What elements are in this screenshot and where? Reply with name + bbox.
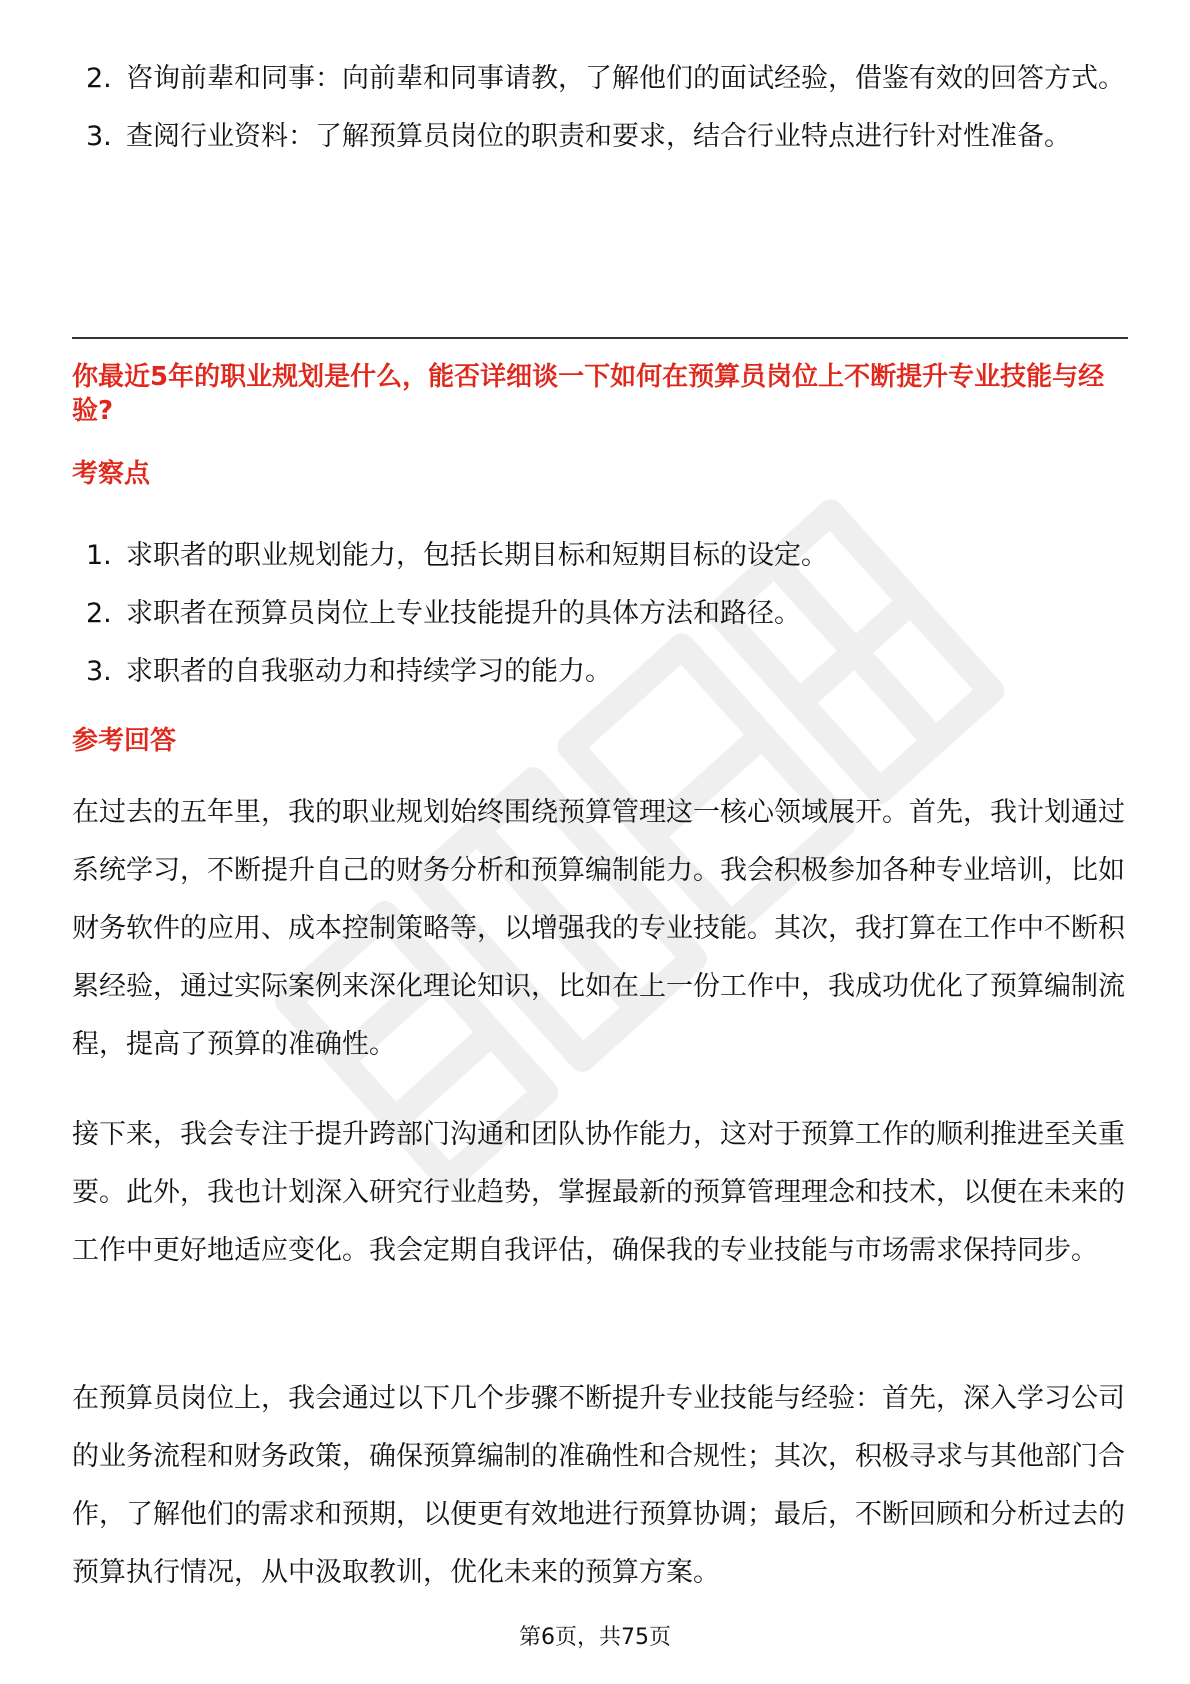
list-item [72, 527, 1132, 585]
list-item-text: 求职者在预算员岗位上专业技能提升的具体方法和路径。 [126, 598, 801, 629]
list-item [72, 585, 1132, 643]
answer-paragraph: 在过去的五年里，我的职业规划始终围绕预算管理这一核心领域展开。首先，我计划通过系统学习，不断提升自己的财务分析和预算编制能力。我会积极参加各种专业培训，比如财务软件的应用、成本控制策略等，以增强我的专业技能。其次，我打算在工作中不断积累经验，通过实际案例来深化理论知识，比如在上一份工作中，我成功优化了预算编制流程，提高了预算的准确性。 [72, 797, 1125, 1060]
list-item [72, 108, 1132, 166]
list-item-number: 3. [86, 656, 112, 687]
question-heading: 你最近5年的职业规划是什么，能否详细谈一下如何在预算员岗位上不断提升专业技能与经验? [72, 362, 1105, 426]
section-divider [72, 337, 1128, 339]
exam-points-list [72, 527, 1132, 701]
page-number-footer: 第6页，共75页 [519, 1625, 671, 1650]
exam-points-heading: 考察点 [72, 459, 151, 489]
list-item-number: 1. [86, 540, 112, 571]
list-item-text: 查阅行业资料：了解预算员岗位的职责和要求，结合行业特点进行针对性准备。 [126, 121, 1071, 152]
list-item-number: 3. [86, 121, 112, 152]
list-item [72, 643, 1132, 701]
list-item [72, 50, 1132, 108]
answer-heading: 参考回答 [72, 726, 177, 756]
list-item-number: 2. [86, 63, 112, 94]
list-item-text: 咨询前辈和同事：向前辈和同事请教，了解他们的面试经验，借鉴有效的回答方式。 [126, 63, 1125, 94]
top-list-container [72, 50, 1132, 166]
answer-paragraph: 在预算员岗位上，我会通过以下几个步骤不断提升专业技能与经验：首先，深入学习公司的业务流程和财务政策，确保预算编制的准确性和合规性；其次，积极寻求与其他部门合作，了解他们的需求和预期，以便更有效地进行预算协调；最后，不断回顾和分析过去的预算执行情况，从中汲取教训，优化未来的预算方案。 [72, 1383, 1125, 1588]
list-item-text: 求职者的职业规划能力，包括长期目标和短期目标的设定。 [126, 540, 828, 571]
list-item-text: 求职者的自我驱动力和持续学习的能力。 [126, 656, 612, 687]
list-item-number: 2. [86, 598, 112, 629]
answer-paragraph: 接下来，我会专注于提升跨部门沟通和团队协作能力，这对于预算工作的顺利推进至关重要。此外，我也计划深入研究行业趋势，掌握最新的预算管理理念和技术，以便在未来的工作中更好地适应变化。我会定期自我评估，确保我的专业技能与市场需求保持同步。 [72, 1119, 1125, 1266]
top-list [72, 50, 1132, 166]
